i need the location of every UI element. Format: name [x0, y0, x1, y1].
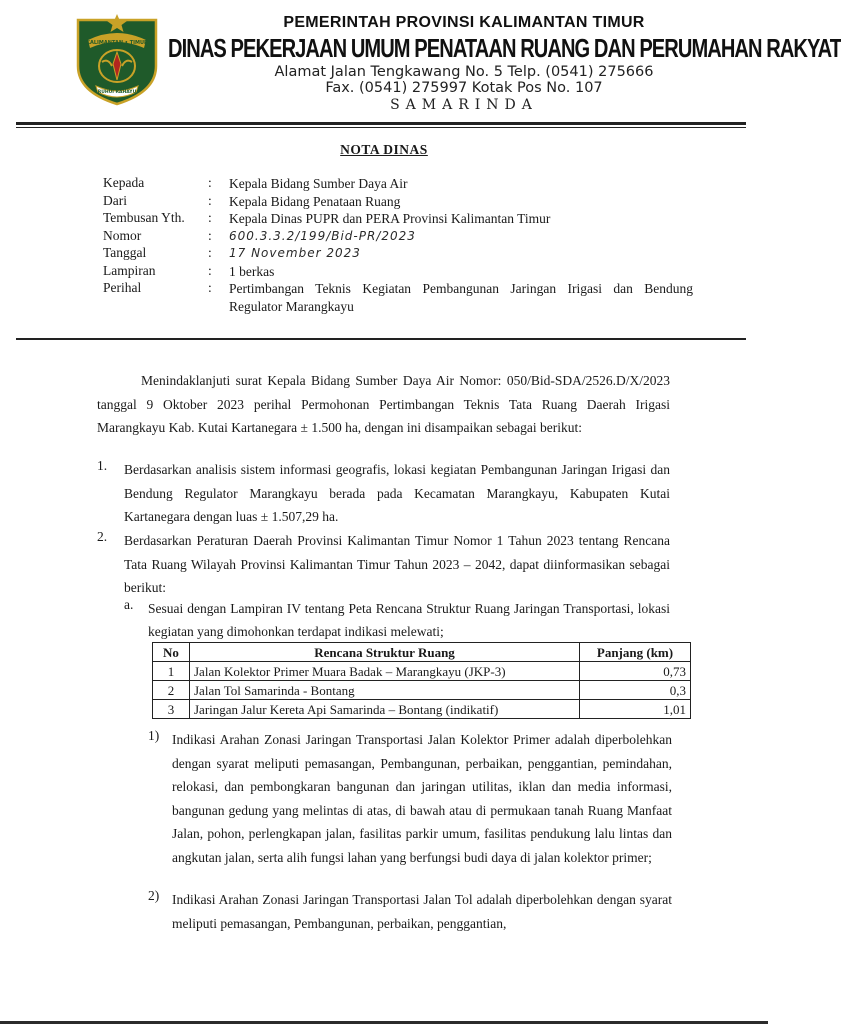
field-label: Tanggal: [103, 245, 147, 260]
table-cell: 0,3: [580, 681, 691, 700]
header-divider: [16, 338, 746, 340]
point-number: 2): [148, 888, 160, 903]
field-value: Kepala Bidang Sumber Daya Air: [229, 176, 408, 191]
field-value: Kepala Dinas PUPR dan PERA Provinsi Kalimantan Timur: [229, 211, 551, 226]
spatial-structure-table: [152, 642, 691, 719]
field-kepada: [103, 175, 693, 193]
table-row: [153, 700, 691, 719]
field-colon: :: [208, 210, 212, 225]
field-value-handwritten: 17 November 2023: [229, 246, 361, 260]
document-title: NOTA DINAS: [340, 142, 428, 157]
table-cell: 2: [153, 681, 190, 700]
letterhead-address: Alamat Jalan Tengkawang No. 5 Telp. (0541) 275666: [274, 64, 654, 80]
svg-text:KALIMANTAN • TIMUR: KALIMANTAN • TIMUR: [86, 40, 148, 46]
table-cell: 1,01: [580, 700, 691, 719]
field-label: Dari: [103, 192, 127, 208]
field-label: Kepada: [103, 175, 145, 190]
field-lampiran: [103, 263, 693, 281]
field-tembusan: [103, 210, 693, 228]
list-item-2: Berdasarkan Peraturan Daerah Provinsi Kalimantan Timur Nomor 1 Tahun 2023 tentang Rencana Tata Ruang Wilayah Provinsi Kalimantan Timur Tahun 2023 – 2042, dapat diinformasikan sebagai berikut:: [124, 533, 670, 595]
table-header-row: [153, 643, 691, 662]
sub-item-a: Sesuai dengan Lampiran IV tentang Peta Rencana Struktur Ruang Jaringan Transportasi, lokasi kegiatan yang dimohonkan terdapat indikasi melewati;: [148, 601, 670, 639]
field-value: 1 berkas: [229, 263, 275, 279]
table-row: [153, 662, 691, 681]
letterhead-rule-thick: [16, 122, 746, 125]
field-label: Nomor: [103, 227, 142, 243]
column-header: Panjang (km): [580, 643, 691, 662]
field-colon: :: [208, 280, 212, 295]
field-value-handwritten: 600.3.3.2/199/Bid-PR/2023: [229, 228, 416, 243]
field-dari: [103, 193, 693, 211]
field-colon: :: [208, 175, 212, 190]
field-label: Tembusan Yth.: [103, 210, 185, 225]
field-colon: :: [208, 262, 212, 278]
list-number: 1.: [97, 458, 108, 473]
table-cell: Jalan Kolektor Primer Muara Badak – Marangkayu (JKP-3): [190, 662, 580, 681]
field-label: Perihal: [103, 280, 142, 295]
point-number: 1): [148, 728, 160, 743]
point-1: Indikasi Arahan Zonasi Jaringan Transportasi Jalan Kolektor Primer adalah diperbolehkan dengan syarat meliputi pemasangan, Pembangunan, perbaikan, penggantian, pemindahan, relokasi, dan pembongkaran bangunan dan jaringan utilitas, iklan dan media informasi, bangunan gedung yang melintas di atas, di bawah atau di permukaan tanah Ruang Manfaat Jalan, pohon, perlengkapan jalan, fasilitas parkir umum, fasilitas pendukung lalu lintas dan angkutan jalan, serta alih fungsi lahan yang berfungsi budi daya di jalan kolektor primer;: [172, 732, 672, 865]
letterhead-rule-thin: [16, 127, 746, 128]
table-cell: 1: [153, 662, 190, 681]
field-perihal: [103, 280, 693, 315]
field-label: Lampiran: [103, 262, 156, 278]
coat-of-arms-logo: [72, 12, 162, 106]
field-value: Kepala Bidang Penataan Ruang: [229, 193, 401, 209]
letterhead-fax: Fax. (0541) 275997 Kotak Pos No. 107: [325, 80, 603, 96]
letterhead-agency: DINAS PEKERJAAN UMUM PENATAAN RUANG DAN PERUMAHAN RAKYAT: [168, 33, 841, 63]
list-item-1: Berdasarkan analisis sistem informasi geografis, lokasi kegiatan Pembangunan Jaringan Irigasi dan Bendung Regulator Marangkayu berada pada Kecamatan Marangkayu, Kabupaten Kutai Kartanegara dengan luas ± 1.507,29 ha.: [124, 462, 670, 524]
field-colon: :: [208, 192, 212, 208]
list-number: 2.: [97, 529, 108, 544]
field-colon: :: [208, 245, 212, 260]
field-value: Pertimbangan Teknis Kegiatan Pembangunan Jaringan Irigasi dan Bendung Regulator Marangkayu: [229, 281, 693, 314]
sub-list-letter: a.: [124, 597, 134, 612]
table-cell: 3: [153, 700, 190, 719]
table-cell: 0,73: [580, 662, 691, 681]
svg-text:RUHUI RAHAYU: RUHUI RAHAYU: [97, 90, 137, 95]
field-tanggal: [103, 245, 693, 263]
field-colon: :: [208, 227, 212, 243]
letterhead-city: SAMARINDA: [390, 97, 538, 113]
point-2: Indikasi Arahan Zonasi Jaringan Transportasi Jalan Tol adalah diperbolehkan dengan syarat meliputi pemasangan, Pembangunan, perbaikan, penggantian,: [172, 892, 672, 931]
column-header: Rencana Struktur Ruang: [190, 643, 580, 662]
column-header: No: [153, 643, 190, 662]
letterhead-government: PEMERINTAH PROVINSI KALIMANTAN TIMUR: [283, 14, 645, 31]
table-cell: Jaringan Jalur Kereta Api Samarinda – Bontang (indikatif): [190, 700, 580, 719]
field-nomor: [103, 228, 693, 246]
table-row: [153, 681, 691, 700]
memo-header-fields: [103, 175, 693, 315]
table-cell: Jalan Tol Samarinda - Bontang: [190, 681, 580, 700]
intro-paragraph: Menindaklanjuti surat Kepala Bidang Sumber Daya Air Nomor: 050/Bid-SDA/2526.D/X/2023 tanggal 9 Oktober 2023 perihal Permohonan Pertimbangan Teknis Tata Ruang Daerah Irigasi Marangkayu Kab. Kutai Kartanegara ± 1.500 ha, dengan ini disampaikan sebagai berikut:: [97, 373, 670, 435]
